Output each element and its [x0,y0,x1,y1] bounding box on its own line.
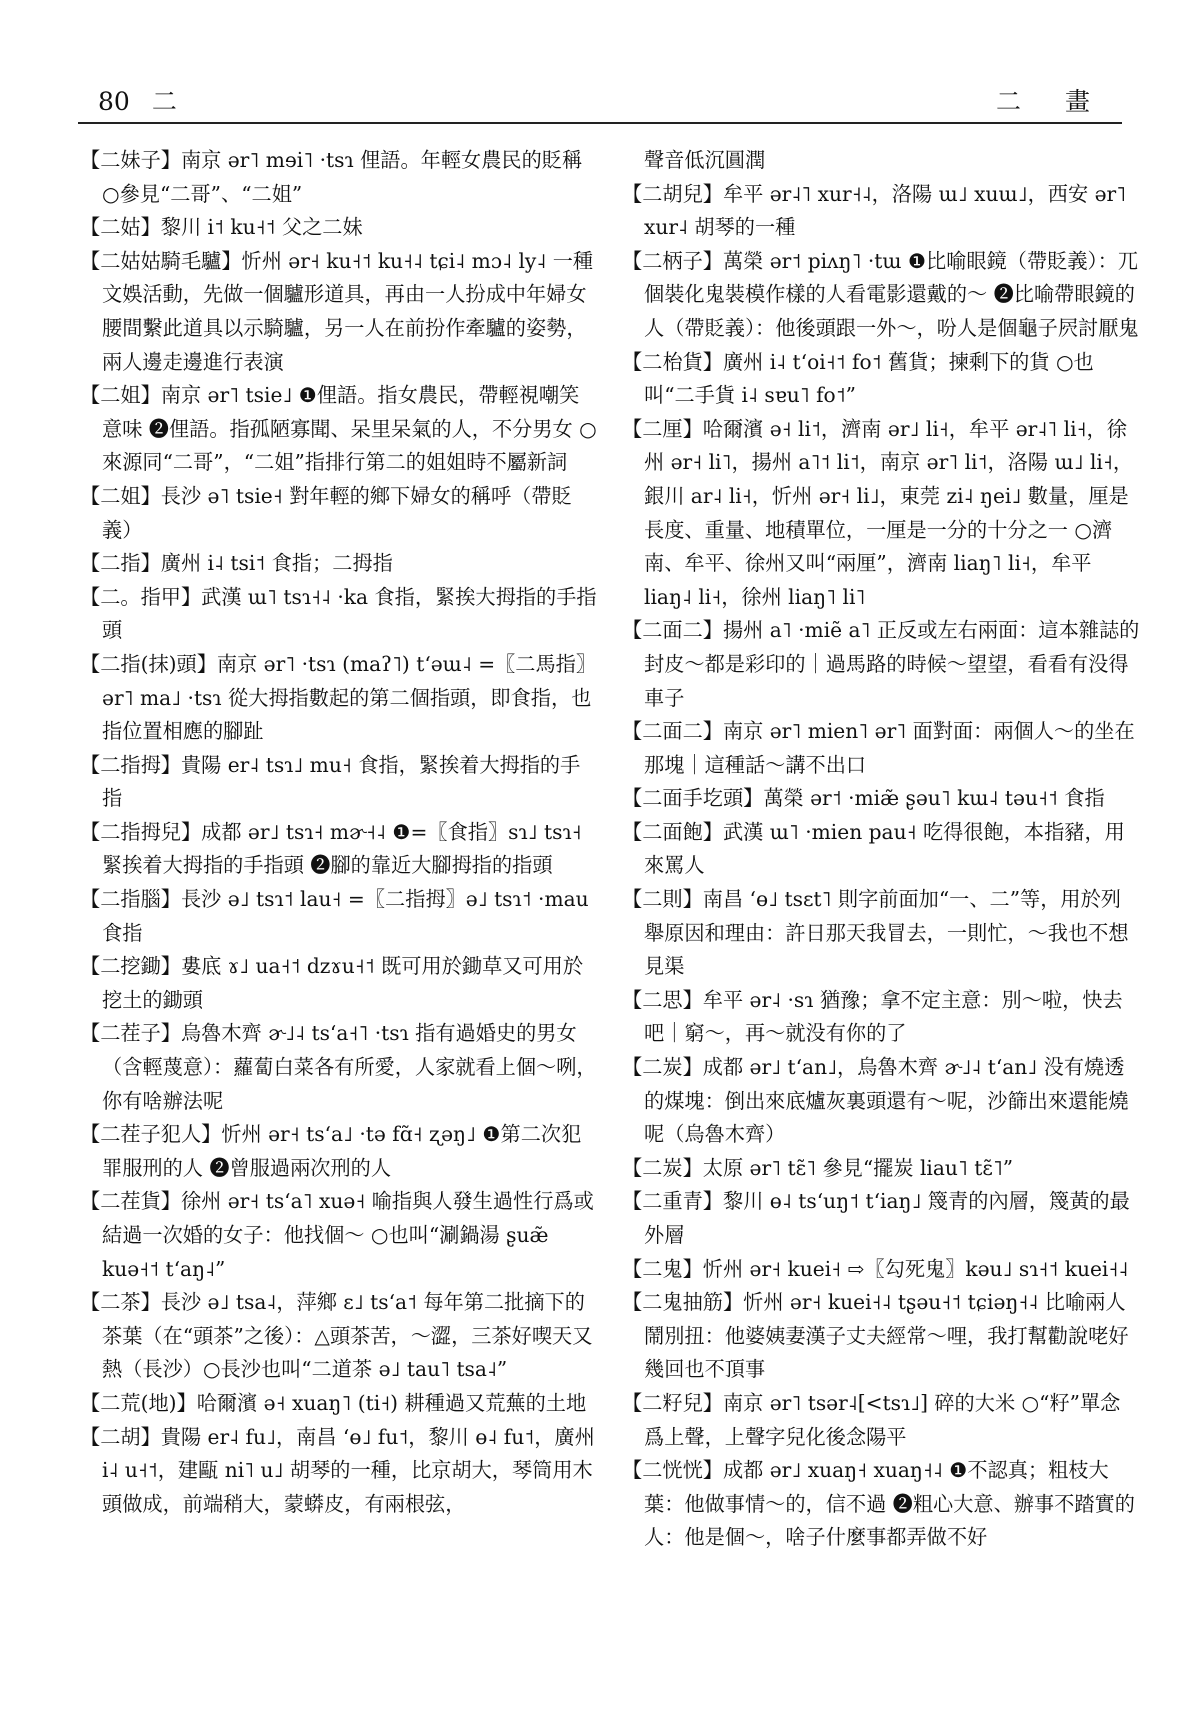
header-radical: 二 [151,87,177,116]
dictionary-entry: 【二厘】哈爾濱 ə˧ li˦，濟南 ər˩ li˧，牟平 ər˨˥ li˧，徐州 ər˧ li˥，揚州 a˥˦ li˦，南京 ər˥ li˦，洛陽 ɯ˩ li˧，銀川 ar˨ li˧，忻州 ər˧ li˩，東莞 zi˨ ŋei˩ 數量，厘是長度、重量、地積單位，一厘是一分的十分之一 ○濟南、牟平、徐州又叫“兩厘”，濟南 liaŋ˥ li˧，牟平 liaŋ˨ li˧，徐州 liaŋ˥ li˥ [622,416,1134,609]
dictionary-entry: 【二炭】成都 ər˩ tʻan˩，烏魯木齊 ɚ˩˨ tʻan˩ 没有燒透的煤塊：倒出來底爐灰裏頭還有～呢，沙篩出來還能燒呢（烏魯木齊） [622,1055,1129,1147]
right-column [622,144,1140,1555]
dictionary-entry: 【二鬼抽筋】忻州 ər˧ kuei˧˨ tʂəu˧˦ tɕiəŋ˧˨ 比喻兩人鬧別扭：他婆姨妻漢子丈夫經常～哩，我打幫勸說咾好幾回也不頂事 [622,1290,1129,1382]
dictionary-entry: 【二面手圪頭】萬榮 ər˦ ·miæ̃ ʂəu˥ kɯ˨ təu˧˦ 食指 [622,786,1105,811]
dictionary-entry: 【二胡】貴陽 er˨ fu˩，南昌 ʻɵ˩ fu˦，黎川 ɵ˨ fu˦，廣州 i˨ u˧˦，建甌 ni˥ u˩ 胡琴的一種，比京胡大，琴筒用木頭做成，前端稍大，蒙蟒皮，有兩根弦， [80,1424,595,1516]
dictionary-entry: 【二妹子】南京 ər˥ mɘi˥ ·tsɿ 俚語。年輕女農民的貶稱 ○參見“二哥”、“二姐” [80,148,583,206]
dictionary-entry: 【二胡兒】牟平 ər˨˥ xur˧˨，洛陽 ɯ˩ xuɯ˩，西安 ər˥ xur˨ 胡琴的一種 [622,181,1127,240]
dictionary-entry: 【二指拇兒】成都 ər˩ tsɿ˧ mɚ˧˨ ❶=〖食指〗sɿ˩ tsɿ˧ 緊挨着大拇指的手指頭 ❷腳的靠近大腳拇指的指頭 [80,819,582,878]
dictionary-entry: 【二姑】黎川 i˦ ku˧˦ 父之二妹 [80,215,363,240]
left-column [80,144,598,1521]
dictionary-entry: 【二茬貨】徐州 ər˧ tsʻa˥ xuə˧ 喻指與人發生過性行爲或結過一次婚的女子：他找個～ ○也叫“涮鍋湯 ʂuæ̃ kuə˧˦ tʻaŋ˨” [80,1189,594,1281]
dictionary-entry: 【二姐】長沙 ə˥ tsie˧ 對年輕的鄉下婦女的稱呼（帶貶義） [80,483,572,542]
dictionary-entry: 【二恍恍】成都 ər˩ xuaŋ˧ xuaŋ˧˨ ❶不認真；粗枝大葉：他做事情～的，信不過 ❷粗心大意、辦事不踏實的人：他是個～，啥子什麼事都弄做不好 [622,1458,1135,1550]
dictionary-entry: 【二重青】黎川 ɵ˨ tsʻuŋ˦ tʻiaŋ˩ 篾青的內層，篾黃的最外層 [622,1189,1130,1247]
dictionary-entry: 【二指(抹)頭】南京 ər˥ ·tsɿ (maʔ˥) tʻəɯ˨ =〖二馬指〗ər˥ ma˩ ·tsɿ 從大拇指數起的第二個指頭，即食指，也指位置相應的腳趾 [80,651,597,744]
dictionary-entry: 【二茬子】烏魯木齊 ɚ˩˨ tsʻa˧˥ ·tsɿ 指有過婚史的男女（含輕蔑意）：蘿蔔白菜各有所愛，人家就看上個～咧，你有啥辦法呢 [80,1021,597,1113]
dictionary-entry: 【二指拇】貴陽 er˨ tsɿ˩ mu˧ 食指，緊挨着大拇指的手指 [80,752,581,811]
dictionary-entry: 【二枱貨】廣州 i˨ tʻoi˧˦ fo˦ 舊貨；揀剩下的貨 ○也叫“二手貨 i˨ sɐu˥ fo˦” [622,349,1094,408]
dictionary-entry: 【二荒(地)】哈爾濱 ə˧ xuaŋ˥ (ti˧) 耕種過又荒蕪的土地 [80,1390,587,1415]
dictionary-entry: 【二指】廣州 i˨ tsi˦ 食指；二拇指 [80,551,393,576]
dictionary-entry: 【二柄子】萬榮 ər˦ piʌŋ˥ ·tɯ ❶比喻眼鏡（帶貶義）：兀個裝化鬼裝模作樣的人看電影還戴的～ ❷比喻帶眼鏡的人（帶貶義）：他後頭跟一外～，吩人是個龜子屄討厭鬼 [622,248,1139,340]
dictionary-entry-continuation: 聲音低沉圓潤 [644,148,766,172]
header-section-title: 二 畫 [996,87,1108,116]
dictionary-entry: 【二籽兒】南京 ər˥ tsər˨[<tsɿ˩] 碎的大米 ○“籽”單念爲上聲，上聲字兒化後念陽平 [622,1390,1121,1449]
dictionary-entry: 【二炭】太原 ər˥ tɛ̃˥ 參見“擺炭 liau˥ tɛ̃˥” [622,1155,1014,1180]
dictionary-entry: 【二。指甲】武漢 ɯ˥ tsɿ˧˨ ·ka 食指，緊挨大拇指的手指頭 [80,584,597,643]
dictionary-entry: 【二指腦】長沙 ə˩ tsɿ˦ lau˧ =〖二指拇〗ə˩ tsɿ˦ ·mau 食指 [80,887,589,945]
dictionary-entry: 【二面飽】武漢 ɯ˥ ·mien pau˧ 吃得很飽，本指豬，用來罵人 [622,819,1125,878]
dictionary-entry: 【二茬子犯人】忻州 ər˧ tsʻa˩ ·tə fɑ̃˧ ʐəŋ˩ ❶第二次犯罪服刑的人 ❷曾服過兩次刑的人 [80,1122,582,1180]
dictionary-entry: 【二挖鋤】婁底 ɤ˩ ua˧˦ dzɤu˧˦ 既可用於鋤草又可用於挖土的鋤頭 [80,954,584,1012]
header-left [98,82,199,118]
page-number: 80 [98,87,130,116]
dictionary-entry: 【二思】牟平 ər˨ ·sɿ 猶豫；拿不定主意：別～啦，快去吧｜窮～，再～就没有你的了 [622,987,1123,1046]
dictionary-entry: 【二姐】南京 ər˥ tsie˩ ❶俚語。指女農民，帶輕視嘲笑意味 ❷俚語。指孤陋寡聞、呆里呆氣的人，不分男女 ○來源同“二哥”，“二姐”指排行第二的姐姐時不屬新詞 [80,383,597,475]
dictionary-entry: 【二茶】長沙 ə˩ tsa˨，萍鄉 ɛ˩ tsʻa˦ 每年第二批摘下的茶葉（在“頭茶”之後）：△頭茶苦，～澀，三茶好喫天又熱（長沙）○長沙也叫“二道茶 ə˩ tau˥ tsa˨” [80,1290,593,1382]
dictionary-entry: 【二姑姑騎毛驢】忻州 ər˧ ku˧˦ ku˧˨ tɕi˨ mɔ˨ ly˨ 一種文娛活動，先做一個驢形道具，再由一人扮成中年婦女腰間繫此道具以示騎驢，另一人在前扮作牽驢的姿勢，兩人邊走邊進行表演 [80,248,594,374]
dictionary-entry: 【二面二】南京 ər˥ mien˥ ər˥ 面對面：兩個人～的坐在那塊｜這種話～講不出口 [622,719,1135,777]
page-header [78,78,1122,124]
dictionary-entry: 【二面二】揚州 a˥ ·miẽ a˥ 正反或左右兩面：這本雜誌的封皮～都是彩印的｜過馬路的時候～望望，看看有没得車子 [622,618,1140,710]
dictionary-entry: 【二鬼】忻州 ər˧ kuei˧ ⇨〖勾死鬼〗kəu˩ sɿ˧˦ kuei˧˨ [622,1256,1129,1281]
dictionary-entry: 【二則】南昌 ʻɵ˩ tsɛt˥ 則字前面加“一、二”等，用於列舉原因和理由：許日那天我冒去，一則忙，～我也不想見渠 [622,887,1129,979]
